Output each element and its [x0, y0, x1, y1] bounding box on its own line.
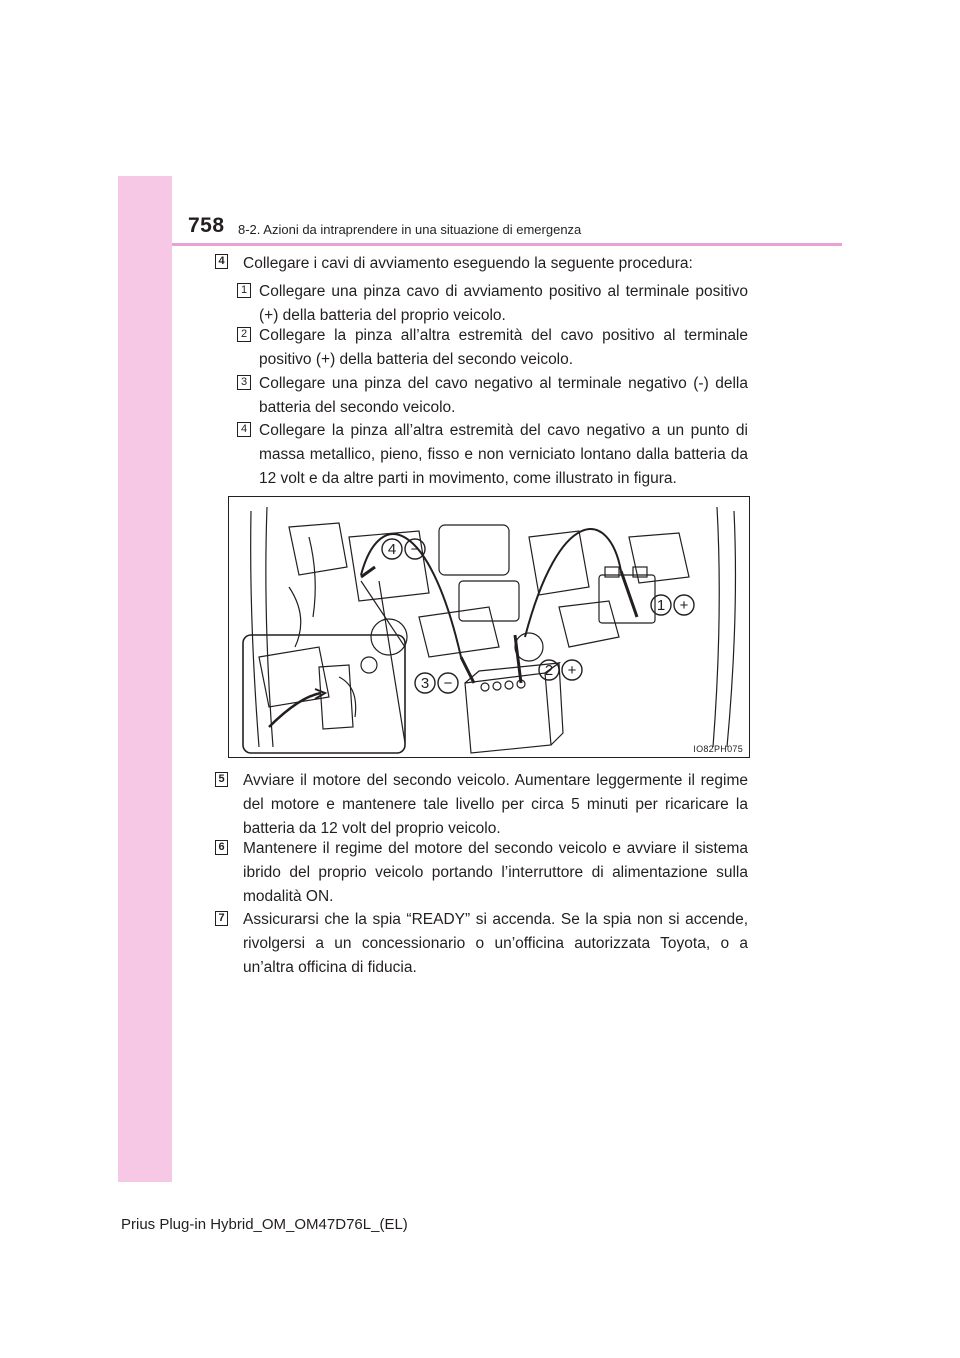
- step-4-text: Collegare i cavi di avviamento eseguendo la seguente procedura:: [243, 255, 693, 272]
- footer-document-id: Prius Plug-in Hybrid_OM_OM47D76L_(EL): [121, 1216, 408, 1233]
- substep-3-text: Collegare una pinza del cavo negativo al terminale negativo (-) della batteria del secondo veicolo.: [259, 375, 748, 416]
- substep-1-text: Collegare una pinza cavo di avviamento positivo al terminale positivo (+) della batteria del proprio veicolo.: [259, 283, 748, 324]
- callout-2-symbol: +: [567, 662, 577, 679]
- callout-3-symbol: −: [443, 675, 453, 692]
- page-number: 758: [188, 214, 225, 237]
- callout-1-symbol: +: [679, 597, 689, 614]
- figure-code: IO82PH075: [693, 744, 743, 754]
- callout-3-number: 3: [420, 675, 430, 692]
- substep-badge-2: 2: [237, 327, 251, 342]
- engine-bay-drawing: [229, 497, 751, 759]
- side-color-band: [118, 176, 172, 1182]
- header-rule: [172, 243, 842, 246]
- callout-1-number: 1: [656, 597, 666, 614]
- callout-2-number: 2: [544, 662, 554, 679]
- step-5-text: Avviare il motore del secondo veicolo. Aumentare leggermente il regime del motore e mantenere tale livello per circa 5 minuti per ricaricare la batteria da 12 volt del proprio veicolo.: [243, 772, 748, 837]
- step-7-text: Assicurarsi che la spia “READY” si accenda. Se la spia non si accende, rivolgersi a un concessionario o un’officina autorizzata Toyota, o a un’altra officina di fiducia.: [243, 911, 748, 976]
- step-badge-7: 7: [215, 911, 228, 926]
- substep-badge-1: 1: [237, 283, 251, 298]
- step-badge-5: 5: [215, 772, 228, 787]
- substep-badge-3: 3: [237, 375, 251, 390]
- substep-2-text: Collegare la pinza all’altra estremità del cavo positivo al terminale positivo (+) della batteria del secondo veicolo.: [259, 327, 748, 368]
- step-6-text: Mantenere il regime del motore del secondo veicolo e avviare il sistema ibrido del proprio veicolo portando l’interruttore di alimentazione sulla modalità ON.: [243, 840, 748, 905]
- substep-badge-4: 4: [237, 422, 251, 437]
- step-badge-4: 4: [215, 254, 228, 269]
- callout-4-symbol: −: [410, 541, 420, 558]
- substep-4-text: Collegare la pinza all’altra estremità del cavo negativo a un punto di massa metallico, pieno, fisso e non verniciato lontano dalla batteria da 12 volt e da altre parti in movimento, come illustrato in figura.: [259, 422, 748, 487]
- jump-start-illustration: [228, 496, 750, 758]
- step-badge-6: 6: [215, 840, 228, 855]
- section-title: 8-2. Azioni da intraprendere in una situazione di emergenza: [238, 222, 582, 237]
- callout-4-number: 4: [387, 541, 397, 558]
